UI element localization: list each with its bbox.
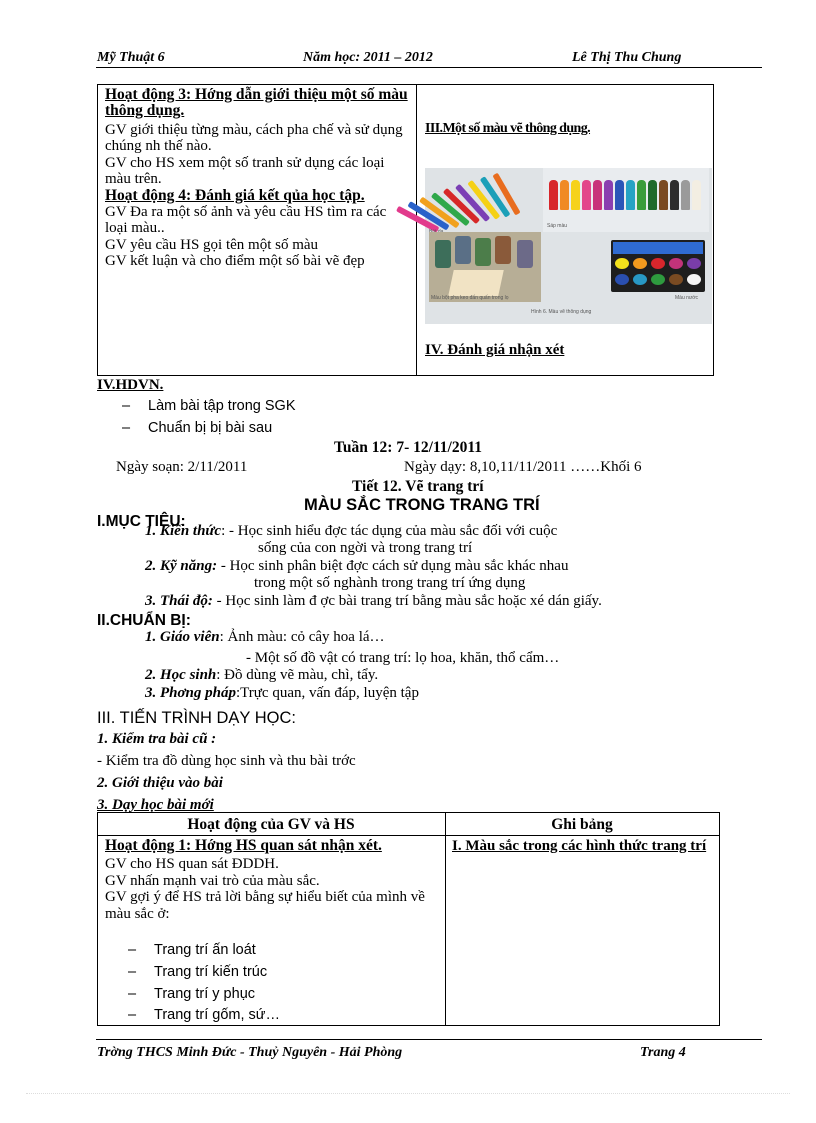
check-text: - Kiểm tra đồ dùng học sinh và thu bài trớc [97, 753, 356, 769]
jar [475, 238, 491, 266]
list-item [128, 1008, 280, 1024]
watercolor-set [611, 240, 705, 292]
caption-crayons: Sáp màu [547, 223, 568, 229]
new-lesson-label: 3. Dạy học bài mới [97, 797, 214, 813]
header-teacher: Lê Thị Thu Chung [572, 50, 682, 65]
top-table-divider [416, 85, 417, 375]
hdvn-title: IV.HDVN. [97, 377, 164, 393]
paint-well [669, 258, 683, 269]
crayons-group [543, 168, 709, 232]
lesson-number: Tiết 12. Vẽ trang trí [352, 478, 484, 495]
jar [455, 236, 471, 264]
color-supplies-image [425, 168, 712, 324]
method-text: :Trực quan, vấn đáp, luyện tập [236, 685, 419, 701]
pens-group [425, 168, 535, 238]
crayon [604, 180, 613, 210]
paint-well [633, 258, 647, 269]
activity-4-title: Hoạt động 4: Đánh giá kết qủa học tập. [105, 186, 365, 204]
paint-well [615, 274, 629, 285]
activity-3-title: Hoạt động 3: Hớng dẫn giới thiệu một số màu thông dụng. [105, 86, 408, 120]
skill-text: - Học sinh phân biệt đợc cách sử dụng màu sắc khác nhau [217, 558, 569, 574]
method-line [145, 685, 419, 702]
activity-1-title: Hoạt động 1: Hớng HS quan sát nhận xét. [105, 837, 382, 854]
teacher-text: : Ảnh màu: cỏ cây hoa lá… [219, 629, 385, 645]
hdvn-item [122, 399, 296, 415]
bullet-dash: – [122, 420, 131, 436]
teacher-label: 1. Giáo viên [145, 629, 220, 645]
caption-figure: Hình 6. Màu vẽ thông dụng [531, 309, 592, 315]
crayon [626, 180, 635, 210]
jar [435, 240, 451, 268]
paper-sheet [448, 270, 504, 296]
crayon [571, 180, 580, 210]
paragraph: GV gợi ý để HS trả lời bằng sự hiểu biết của mình về màu sắc ở: [105, 889, 425, 922]
bullet-dash: – [128, 964, 137, 980]
crayon [560, 180, 569, 210]
watercolor-lid [613, 242, 703, 254]
paint-well [687, 258, 701, 269]
skill-line-2: trong một số nghành trong trang trí ứng dụng [254, 575, 526, 591]
student-line [145, 667, 378, 684]
jars-group [429, 232, 541, 302]
paint-well [633, 274, 647, 285]
list-item-text: Trang trí gốm, sứ… [154, 1007, 281, 1023]
paragraph: GV kết luận và cho điểm một số bài vẽ đẹp [105, 253, 365, 270]
bullet-dash: – [128, 986, 137, 1002]
bullet-dash: – [128, 942, 137, 958]
paragraph: GV giới thiệu từng màu, cách pha chế và sử dụng chúng nh thế nào. [105, 121, 403, 155]
section-3-title: III.Một số màu vẽ thông dụng. [425, 121, 591, 136]
check-label: 1. Kiểm tra bài cũ : [97, 731, 217, 747]
paint-well [651, 274, 665, 285]
skill-label: 2. Kỹ năng: [145, 558, 218, 574]
process-heading: III. TIẾN TRÌNH DẠY HỌC: [97, 709, 296, 727]
attitude-text: - Học sinh làm đ ợc bài trang trí bằng màu sắc hoặc xé dán giấy. [212, 593, 602, 609]
attitude-line [145, 593, 602, 610]
crayon [670, 180, 679, 210]
bullet-dash: – [122, 398, 131, 414]
prep-heading: II.CHUẨN BỊ: [97, 612, 191, 629]
caption-water: Màu nước [675, 295, 699, 301]
header-year: Năm học: 2011 – 2012 [303, 50, 433, 65]
footer-school: Trờng THCS Minh Đức - Thuỷ Nguyên - Hải Phòng [97, 1045, 403, 1060]
list-item-text: Trang trí y phục [154, 986, 256, 1002]
list-item [128, 987, 255, 1003]
footer-page: Trang 4 [640, 1045, 686, 1060]
lesson-title: MÀU SẮC TRONG TRANG TRÍ [304, 496, 540, 514]
crayon [593, 180, 602, 210]
intro-label: 2. Giới thiệu vào bài [97, 775, 223, 791]
paragraph: GV yêu cầu HS gọi tên một số màu [105, 236, 319, 253]
jar [495, 236, 511, 264]
attitude-label: 3. Thái độ: [145, 593, 213, 609]
knowledge-line-2: sống của con ngời và trong trang trí [258, 540, 473, 556]
paragraph: GV nhấn mạnh vai trò của màu sắc. [105, 872, 320, 889]
teacher-line [145, 629, 385, 646]
knowledge-text: : - Học sinh hiểu đợc tác dụng của màu sắc đối với cuộc [221, 523, 558, 539]
crayon [659, 180, 668, 210]
objectives-heading: I.MỤC TIÊU: [97, 513, 186, 530]
list-item [128, 943, 256, 959]
top-left-cell [99, 85, 415, 272]
crayon [637, 180, 646, 210]
list-item-text: Trang trí kiến trúc [154, 964, 268, 980]
paint-well [669, 274, 683, 285]
list-item [128, 965, 267, 981]
hdvn-item-text: Chuẩn bị bị bài sau [148, 420, 273, 436]
page-edge-dotted [26, 1093, 790, 1094]
list-item-text: Trang trí ấn loát [154, 942, 256, 958]
bottom-left-cell [99, 836, 445, 924]
column-header-board: Ghi bảng [551, 816, 613, 833]
header-rule [96, 67, 762, 68]
column-header-activity: Hoạt động của GV và HS [187, 816, 355, 833]
crayon [648, 180, 657, 210]
method-label: 3. Phơng pháp [145, 685, 236, 701]
paint-well [615, 258, 629, 269]
hdvn-item-text: Làm bài tập trong SGK [148, 398, 296, 414]
section-4-title: IV. Đánh giá nhận xét [425, 342, 565, 358]
paint-well [687, 274, 701, 285]
crayon [549, 180, 558, 210]
bullet-dash: – [128, 1007, 137, 1023]
date-prepared: Ngày soạn: 2/11/2011 [116, 459, 248, 475]
date-taught: Ngày dạy: 8,10,11/11/2011 ……Khối 6 [404, 459, 642, 475]
knowledge-line [145, 523, 557, 540]
week-title: Tuần 12: 7- 12/11/2011 [334, 439, 483, 456]
header-subject: Mỹ Thuật 6 [97, 50, 165, 65]
footer-rule [96, 1039, 762, 1040]
hdvn-item [122, 421, 272, 437]
paragraph: GV cho HS quan sát ĐDDH. [105, 856, 279, 873]
jar [517, 240, 533, 268]
caption-jars: Màu bột pha keo đấn quấn trong lọ [431, 295, 509, 301]
skill-line [145, 558, 568, 575]
crayon [615, 180, 624, 210]
crayon [681, 180, 690, 210]
bottom-table-divider [445, 813, 446, 1025]
student-label: 2. Học sinh [145, 667, 217, 683]
crayon [692, 180, 701, 210]
teacher-line-2: - Một số đồ vật có trang trí: lọ hoa, khăn, thổ cẩm… [246, 650, 560, 666]
board-section-title: I. Màu sắc trong các hình thức trang trí [452, 838, 707, 854]
knowledge-label: 1. Kiến thức [145, 523, 222, 539]
paint-well [651, 258, 665, 269]
crayon [582, 180, 591, 210]
student-text: : Đồ dùng vẽ màu, chì, tẩy. [216, 667, 379, 683]
paragraph: GV cho HS xem một số tranh sử dụng các loại màu trên. [105, 154, 385, 188]
paragraph: GV Đa ra một số ảnh và yêu cầu HS tìm ra các loại màu.. [105, 203, 387, 237]
